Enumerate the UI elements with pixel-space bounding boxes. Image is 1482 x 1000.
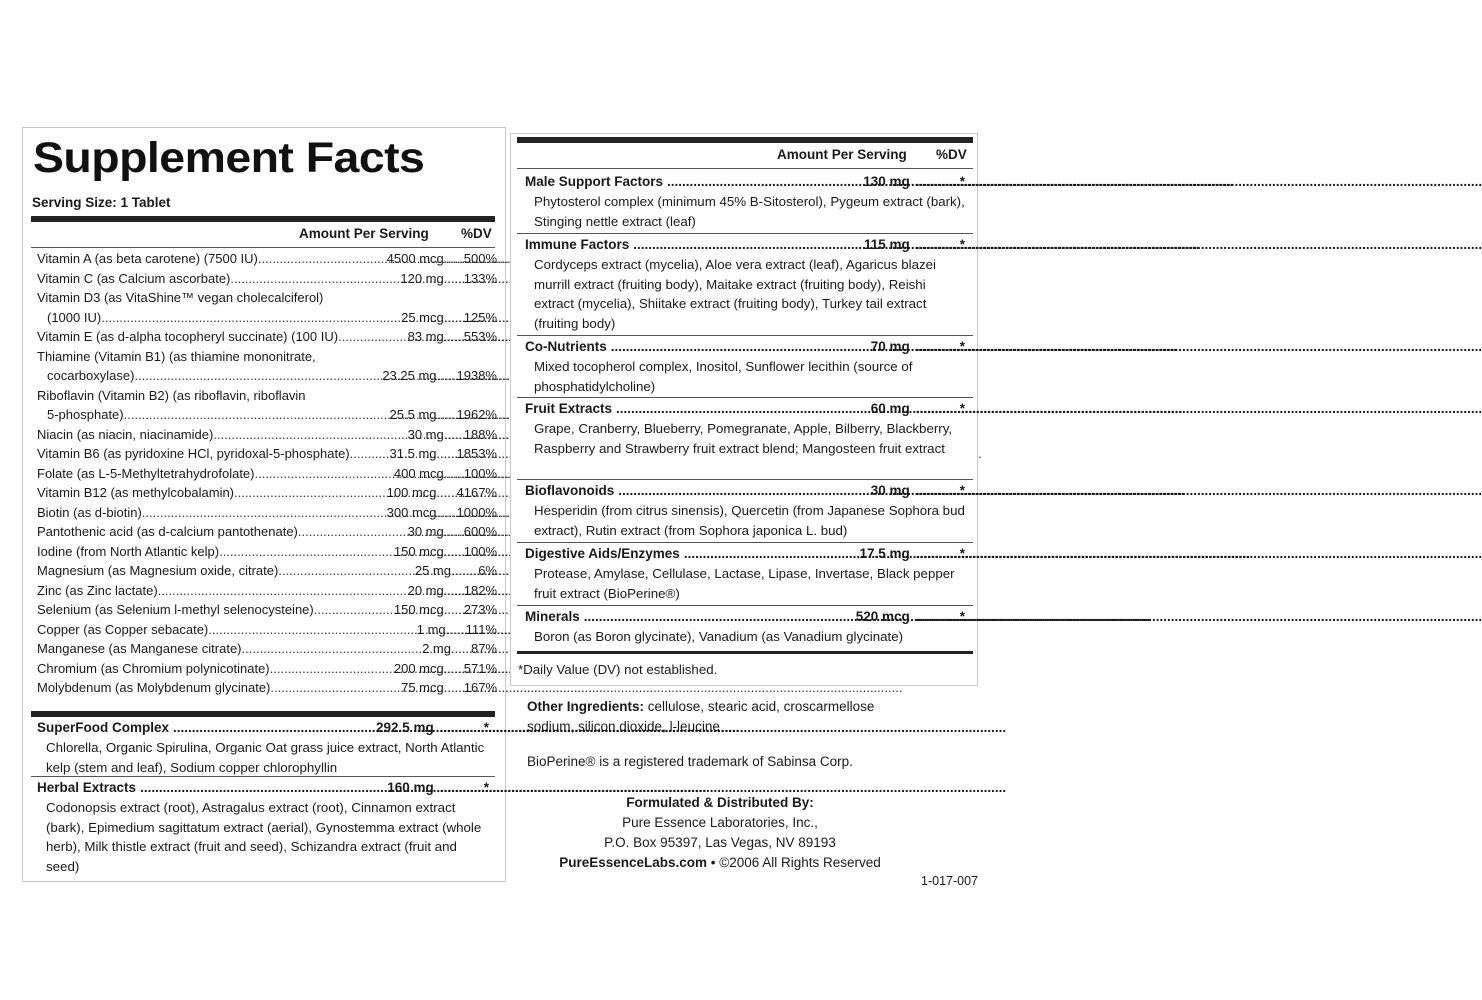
blend-minerals [525, 607, 965, 647]
nutrient-name-line: Vitamin D3 (as VitaShine™ vegan cholecalciferol) [37, 290, 324, 305]
leader-dots [451, 639, 471, 659]
nutrient-row [37, 327, 497, 347]
leader-dots [611, 337, 867, 357]
leader-dots [298, 522, 406, 542]
panel-title: Supplement Facts [33, 134, 425, 182]
distributor-website: PureEssenceLabs.com [559, 855, 708, 870]
leader-dots [440, 778, 484, 798]
blend-dv: * [959, 546, 965, 561]
nutrient-amount: 150 mcg [393, 543, 444, 559]
nutrient-name: Vitamin B12 (as methylcobalamin) [37, 485, 235, 500]
blend-dv: * [959, 483, 965, 498]
nutrient-dv: 125% [463, 309, 497, 325]
blend-name: Co-Nutrients [525, 339, 607, 354]
leader-dots [444, 522, 464, 542]
leader-dots [213, 425, 405, 445]
nutrient-name-line: Thiamine (Vitamin B1) (as thiamine mononitrate, [37, 348, 316, 364]
nutrient-dv: 4167% [456, 485, 497, 500]
blend-amount: 17.5 mg [859, 546, 910, 561]
nutrient-name: Folate (as L-5-Methyltetrahydrofolate) [37, 465, 255, 481]
leader-dots [444, 308, 464, 328]
thick-divider [31, 711, 495, 717]
nutrient-name: Niacin (as niacin, niacinamide) [37, 426, 214, 442]
blend-header [525, 337, 965, 357]
nutrient-row [37, 249, 497, 269]
blend-header [525, 172, 965, 192]
nutrient-dv: 1000% [456, 504, 497, 520]
leader-dots [916, 399, 960, 419]
leader-dots [242, 639, 421, 659]
leader-dots [234, 483, 385, 503]
leader-dots [444, 269, 464, 289]
blend-digestive-aids [525, 544, 965, 603]
nutrient-name: Iodine (from North Atlantic kelp) [37, 543, 220, 559]
leader-dots [444, 600, 464, 620]
blend-name: Fruit Extracts [525, 401, 613, 416]
nutrient-row [37, 561, 497, 581]
leader-dots [142, 503, 385, 523]
blend-amount: 520 mcg [855, 609, 910, 624]
nutrient-amount: 300 mcg [386, 504, 437, 520]
nutrient-dv: 133% [463, 270, 497, 286]
leader-dots [437, 366, 457, 386]
blend-amount: 160 mg [387, 780, 434, 795]
nutrient-dv: 6% [478, 563, 497, 578]
leader-dots [451, 561, 471, 581]
nutrient-row [37, 366, 497, 386]
leader-dots [437, 444, 457, 464]
leader-dots [440, 718, 484, 738]
nutrient-amount: 31.5 mg [389, 446, 437, 461]
nutrient-amount: 4500 mcg [386, 251, 444, 266]
thick-divider [517, 137, 973, 143]
nutrient-dv: 1938% [456, 368, 497, 383]
blend-name: Herbal Extracts [37, 780, 137, 795]
nutrient-row [37, 483, 497, 503]
nutrient-dv: 182% [463, 582, 497, 598]
leader-dots [173, 718, 372, 738]
leader-dots [140, 778, 383, 798]
nutrient-name: (1000 IU) [47, 309, 102, 325]
blend-ingredients: Boron (as Boron glycinate), Vanadium (as Vanadium glycinate) [534, 629, 904, 644]
supplement-facts-left-panel [22, 127, 506, 882]
nutrient-name: cocarboxylase) [47, 368, 135, 383]
blend-header [525, 399, 965, 419]
thin-divider [517, 168, 973, 169]
nutrient-row [37, 581, 497, 601]
blend-amount: 30 mg [870, 483, 910, 498]
leader-dots [618, 481, 866, 501]
leader-dots [444, 327, 464, 347]
distributor-block [520, 793, 920, 873]
blend-immune-factors [525, 235, 965, 333]
nutrient-amount: 150 mcg [393, 602, 444, 617]
serving-size: Serving Size: 1 Tablet [32, 195, 171, 210]
dv-footnote: *Daily Value (DV) not established. [518, 662, 718, 677]
nutrient-row [37, 308, 497, 328]
leader-dots [584, 607, 852, 627]
thin-divider [517, 542, 973, 543]
other-ingredients-text: cellulose, stearic acid, croscarmellose sodium, silicon dioxide, l-leucine [527, 699, 875, 734]
blend-header [37, 778, 489, 798]
blend-amount: 115 mg [863, 237, 910, 252]
copyright-text: • ©2006 All Rights Reserved [710, 855, 881, 870]
blend-dv: * [483, 720, 489, 735]
nutrient-amount: 100 mcg [386, 485, 437, 500]
nutrient-amount: 400 mcg [393, 465, 444, 481]
blend-ingredients: Grape, Cranberry, Blueberry, Pomegranate, Apple, Bilberry, Blackberry, Raspberry and Strawberry fruit extract blend; Mangosteen fruit extract [534, 421, 953, 456]
nutrient-name: Vitamin E (as d-alpha tocopheryl succinate) (100 IU) [37, 329, 339, 344]
leader-dots [124, 405, 388, 425]
nutrient-name: Vitamin B6 (as pyridoxine HCl, pyridoxal-5-phosphate) [37, 446, 350, 461]
nutrient-name: Molybdenum (as Molybdenum glycinate) [37, 680, 271, 695]
leader-dots [916, 172, 960, 192]
leader-dots [158, 581, 406, 601]
leader-dots [270, 678, 399, 698]
blend-ingredients: Codonopsis extract (root), Astragalus extract (root), Cinnamon extract (bark), Epimedium sagittatum extract (aerial), Gynostemma extract (whole herb), Milk thistle extract (fruit and seed), Schizandra extract (fruit and seed) [46, 800, 482, 874]
nutrient-dv: 87% [470, 641, 497, 656]
blend-ingredients: Mixed tocopherol complex, Inositol, Sunflower lecithin (source of phosphatidylcholine) [534, 359, 913, 394]
thin-divider [31, 776, 495, 777]
leader-dots [208, 620, 415, 640]
amount-header: Amount Per Serving [777, 147, 907, 162]
leader-dots [444, 464, 464, 484]
blend-header [525, 235, 965, 255]
blend-male-support-factors [525, 172, 965, 231]
nutrient-dv: 167% [463, 680, 497, 695]
blend-herbal-extracts [37, 778, 489, 876]
blend-name: Bioflavonoids [525, 483, 615, 498]
thin-divider [517, 335, 973, 336]
nutrient-name: Vitamin C (as Calcium ascorbate) [37, 270, 231, 286]
nutrient-amount: 83 mg [407, 329, 444, 344]
blend-header [525, 481, 965, 501]
nutrient-dv: 111% [465, 621, 497, 637]
nutrient-amount: 25 mcg [401, 309, 444, 325]
distributor-heading: Formulated & Distributed By: [626, 795, 814, 810]
nutrient-amount: 25 mg [414, 563, 451, 578]
nutrient-row [37, 639, 497, 659]
leader-dots [684, 544, 856, 564]
nutrient-name: Pantothenic acid (as d-calcium pantothenate) [37, 524, 298, 539]
nutrient-row [37, 678, 497, 698]
nutrient-dv: 100% [463, 465, 497, 481]
nutrient-dv: 571% [463, 660, 497, 676]
nutrient-row [37, 425, 497, 445]
blend-name: SuperFood Complex [37, 720, 170, 735]
nutrient-row [37, 659, 497, 679]
other-ingredients [527, 697, 907, 737]
leader-dots [916, 235, 960, 255]
nutrient-amount: 75 mcg [401, 680, 444, 695]
thick-divider [31, 216, 495, 222]
blend-ingredients: Protease, Amylase, Cellulase, Lactase, Lipase, Invertase, Black pepper fruit extract (BioPerine®) [534, 566, 955, 601]
nutrient-name: 5-phosphate) [47, 407, 124, 422]
blend-amount: 70 mg [870, 339, 910, 354]
leader-dots [278, 561, 413, 581]
blend-superfood-complex [37, 718, 489, 777]
blend-ingredients: Phytosterol complex (minimum 45% B-Sitosterol), Pygeum extract (bark), Stinging nettle extract (leaf) [534, 194, 965, 229]
supplement-facts-right-panel [510, 133, 978, 686]
blend-name: Immune Factors [525, 237, 630, 252]
thin-divider [517, 479, 973, 480]
thin-divider [31, 247, 495, 248]
nutrient-row [37, 444, 497, 464]
blend-ingredients: Cordyceps extract (mycelia), Aloe vera extract (leaf), Agaricus blazei murrill extract (fruiting body), Maitake extract (fruiting body), Reishi extract (mycelia), Shiitake extract (fruiting body), Turkey tail extract (fruiting body) [534, 257, 937, 331]
blend-dv: * [959, 401, 965, 416]
leader-dots [633, 235, 860, 255]
leader-dots [314, 600, 392, 620]
leader-dots [916, 481, 960, 501]
thick-divider [517, 651, 973, 654]
leader-dots [437, 405, 457, 425]
blend-dv: * [959, 174, 965, 189]
leader-dots [916, 607, 960, 627]
nutrient-dv: 1962% [456, 407, 497, 422]
leader-dots [437, 503, 457, 523]
leader-dots [616, 399, 867, 419]
nutrient-amount: 30 mg [407, 524, 444, 539]
dv-header: %DV [461, 226, 492, 241]
nutrient-dv: 1853% [456, 446, 497, 461]
nutrient-amount: 25.5 mg [389, 407, 437, 422]
blend-name: Minerals [525, 609, 580, 624]
nutrient-name-line: Riboflavin (Vitamin B2) (as riboflavin, riboflavin [37, 387, 306, 403]
leader-dots [444, 249, 464, 269]
blend-dv: * [959, 609, 965, 624]
leader-dots [134, 366, 380, 386]
leader-dots [667, 172, 859, 192]
blend-ingredients: Chlorella, Organic Spirulina, Organic Oat grass juice extract, North Atlantic kelp (stem and leaf), Sodium copper chlorophyllin [46, 740, 485, 775]
nutrient-amount: 23.25 mg [382, 368, 437, 383]
leader-dots [444, 425, 464, 445]
leader-dots [254, 464, 391, 484]
product-code: 1-017-007 [921, 874, 978, 888]
blend-dv: * [483, 780, 489, 795]
leader-dots [444, 581, 464, 601]
nutrient-amount: 20 mg [407, 582, 444, 598]
nutrient-row [37, 464, 497, 484]
blend-fruit-extracts [525, 399, 965, 458]
leader-dots [101, 308, 399, 328]
nutrient-row [37, 503, 497, 523]
thin-divider [517, 605, 973, 606]
amount-header: Amount Per Serving [299, 226, 429, 241]
blend-co-nutrients [525, 337, 965, 396]
leader-dots [444, 659, 464, 679]
nutrient-row [37, 542, 497, 562]
nutrient-dv: 553% [463, 329, 497, 344]
leader-dots [338, 327, 406, 347]
nutrient-name: Magnesium (as Magnesium oxide, citrate) [37, 563, 279, 578]
distributor-name: Pure Essence Laboratories, Inc., [622, 815, 818, 830]
leader-dots [270, 659, 392, 679]
leader-dots [916, 337, 960, 357]
blend-dv: * [959, 237, 965, 252]
blend-amount: 60 mg [870, 401, 910, 416]
blend-name: Digestive Aids/Enzymes [525, 546, 680, 561]
nutrient-dv: 500% [463, 251, 497, 266]
nutrient-amount: 200 mcg [393, 660, 444, 676]
nutrient-row [37, 620, 497, 640]
distributor-address: P.O. Box 95397, Las Vegas, NV 89193 [604, 835, 836, 850]
trademark-notice: BioPerine® is a registered trademark of Sabinsa Corp. [527, 754, 853, 769]
nutrient-amount: 30 mg [407, 426, 444, 442]
leader-dots [446, 620, 466, 640]
blend-header [525, 607, 965, 627]
leader-dots [916, 544, 960, 564]
nutrient-name: Zinc (as Zinc lactate) [37, 582, 158, 598]
leader-dots [444, 542, 464, 562]
nutrient-row [37, 269, 497, 289]
blend-ingredients: Hesperidin (from citrus sinensis), Quercetin (from Japanese Sophora bud extract), Rutin extract (from Sophora japonica L. bud) [534, 503, 965, 538]
other-ingredients-label: Other Ingredients: [527, 699, 645, 714]
nutrient-name: Manganese (as Manganese citrate) [37, 641, 242, 656]
blend-amount: 292.5 mg [375, 720, 434, 735]
nutrient-name: Selenium (as Selenium l-methyl selenocysteine) [37, 602, 314, 617]
nutrient-row [37, 522, 497, 542]
nutrient-amount: 2 mg [422, 641, 451, 656]
nutrient-dv: 188% [463, 426, 497, 442]
blend-amount: 130 mg [863, 174, 910, 189]
dv-header: %DV [936, 147, 967, 162]
nutrient-name: Copper (as Copper sebacate) [37, 621, 209, 637]
nutrient-name: Chromium (as Chromium polynicotinate) [37, 660, 270, 676]
nutrient-dv: 600% [463, 524, 497, 539]
nutrient-name: Biotin (as d-biotin) [37, 504, 142, 520]
blend-name: Male Support Factors [525, 174, 664, 189]
thin-divider [517, 233, 973, 234]
nutrient-dv: 273% [463, 602, 497, 617]
leader-dots [350, 444, 388, 464]
nutrient-row [37, 405, 497, 425]
nutrient-dv: 100% [463, 543, 497, 559]
nutrient-name: Vitamin A (as beta carotene) (7500 IU) [37, 251, 258, 266]
blend-header [525, 544, 965, 564]
nutrient-amount: 1 mg [416, 621, 446, 637]
nutrient-row [37, 600, 497, 620]
nutrient-list [37, 249, 497, 698]
leader-dots [437, 483, 457, 503]
blend-bioflavonoids [525, 481, 965, 540]
blend-header [37, 718, 489, 738]
leader-dots [230, 269, 398, 289]
thin-divider [517, 397, 973, 398]
nutrient-amount: 120 mg [400, 270, 444, 286]
leader-dots [219, 542, 392, 562]
leader-dots [444, 678, 464, 698]
blend-dv: * [959, 339, 965, 354]
leader-dots [258, 249, 385, 269]
